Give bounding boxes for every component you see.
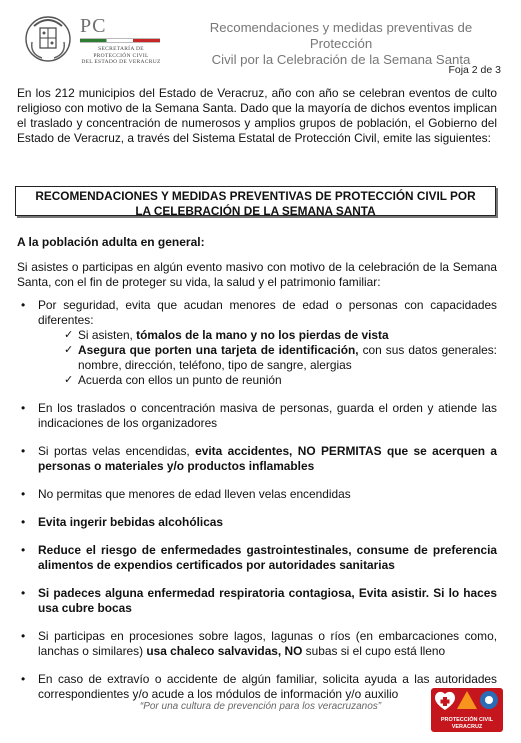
bullet-icon: • (21, 672, 26, 686)
checkmark-icon: ✓ (64, 329, 74, 341)
plain-text: Acuerda con ellos un punto de reunión (78, 373, 282, 387)
section-title-line: LA CELEBRACIÓN DE LA SEMANA SANTA (135, 204, 376, 218)
checklist-item (64, 328, 497, 343)
document-title (180, 20, 502, 68)
recommendation-text (38, 515, 497, 530)
secretaria-name (80, 46, 162, 66)
plain-text: Por seguridad, evita que acudan menores de edad o personas con capacidades diferentes: (38, 298, 497, 327)
bullet-icon: • (21, 629, 26, 643)
recommendation-item (17, 298, 497, 388)
logo-caption (431, 717, 503, 730)
secretaria-line: SECRETARÍA DE (98, 46, 144, 52)
plain-text: Si participas en procesiones sobre lagos, lagunas o ríos (en embarcaciones como, lanchas o similares) (38, 629, 497, 658)
plain-text: En caso de extravío o accidente de algún familiar, solicita ayuda a las autoridades correspondientes y/o acude a los módulos de información y/o auxilio (38, 672, 497, 701)
recommendation-list (17, 298, 497, 715)
recommendation-item (17, 515, 497, 530)
plain-text: No permitas que menores de edad lleven velas encendidas (38, 487, 351, 501)
checklist-item (64, 373, 497, 388)
page-number: Foja 2 de 3 (448, 64, 501, 76)
emphasis-text: Reduce el riesgo de enfermedades gastrointestinales, consume de preferencia alimentos de expendios certificados por autoridades sanitarias (38, 543, 497, 572)
emphasis-text: Evita ingerir bebidas alcohólicas (38, 515, 224, 529)
recommendation-text (38, 672, 497, 702)
recommendation-item (17, 487, 497, 502)
checklist-item (64, 343, 497, 373)
pc-letters: PC (80, 15, 107, 37)
recommendation-text (38, 629, 497, 659)
plain-text: con sus datos generales: nombre, dirección, teléfono, tipo de sangre, alergias (78, 343, 497, 372)
recommendation-text (38, 298, 497, 328)
secretaria-line: PROTECCIÓN CIVIL (93, 52, 149, 59)
bullet-icon: • (21, 298, 26, 312)
bullet-icon: • (21, 401, 26, 415)
checkmark-icon: ✓ (64, 374, 74, 386)
recommendation-text (38, 444, 497, 474)
intro-paragraph: En los 212 municipios del Estado de Veracruz, año con año se celebran eventos de culto religioso con motivo de la Semana Santa. Dado que la mayoría de dichos eventos implican el traslado y concentración de numerosos y amplios grupos de población, el Gobierno del Estado de Veracruz, a través del Sistema Estatal de Protección Civil, emite las siguientes: (17, 86, 497, 145)
audience-heading: A la población adulta en general: (17, 235, 205, 249)
secretaria-line: DEL ESTADO DE VERACRUZ (81, 59, 161, 65)
recommendation-text (38, 586, 497, 616)
plain-text: Si portas velas encendidas, (38, 444, 196, 458)
recommendation-item (17, 586, 497, 616)
recommendation-text (38, 401, 497, 431)
checklist (38, 328, 497, 388)
section-title-line: RECOMENDACIONES Y MEDIDAS PREVENTIVAS DE PROTECCIÓN CIVIL POR (35, 189, 476, 203)
bullet-icon: • (21, 444, 26, 458)
recommendation-item (17, 672, 497, 702)
title-line: Civil por la Celebración de la Semana Santa (211, 52, 471, 67)
section-title-box (15, 186, 496, 216)
emphasis-text: evita accidentes, NO PERMITAS que se acerquen a personas o materiales y/o productos inflamables (38, 444, 497, 473)
flag-rule (80, 38, 160, 43)
plain-text: Si asisten, (78, 328, 137, 342)
emphasis-text: Asegura que porten una tarjeta de identificación, (78, 343, 359, 357)
logo-caption-line: PROTECCIÓN CIVIL (440, 717, 494, 723)
state-seal-icon (22, 12, 74, 64)
recommendation-text (38, 487, 497, 502)
secretaria-logo (80, 16, 180, 66)
checkmark-icon: ✓ (64, 344, 74, 356)
recommendation-item (17, 543, 497, 573)
plain-text: En los traslados o concentración masiva de personas, guarda el orden y atiende las indicaciones de los organizadores (38, 401, 497, 430)
logo-caption-line: VERACRUZ (451, 723, 483, 730)
lead-paragraph: Si asistes o participas en algún evento masivo con motivo de la celebración de la Semana Santa, con el fin de proteger su vida, la salud y el patrimonio familiar: (17, 260, 497, 289)
page-header (0, 0, 521, 70)
plain-text: subas si el cupo está lleno (302, 644, 446, 658)
recommendation-item (17, 444, 497, 474)
recommendation-item (17, 401, 497, 431)
recommendation-text (38, 543, 497, 573)
footer-slogan: “Por una cultura de prevención para los veracruzanos” (139, 701, 382, 712)
emphasis-text: Si padeces alguna enfermedad respiratoria contagiosa, Evita asistir. Si lo haces usa cubre bocas (38, 586, 497, 615)
bullet-icon: • (21, 515, 26, 529)
emphasis-text: tómalos de la mano y no los pierdas de vista (136, 328, 389, 342)
bullet-icon: • (21, 487, 26, 501)
emphasis-text: usa chaleco salvavidas, NO (146, 644, 303, 658)
bullet-icon: • (21, 543, 26, 557)
title-line: Recomendaciones y medidas preventivas de Protección (209, 20, 473, 51)
bullet-icon: • (21, 586, 26, 600)
recommendation-item (17, 629, 497, 659)
